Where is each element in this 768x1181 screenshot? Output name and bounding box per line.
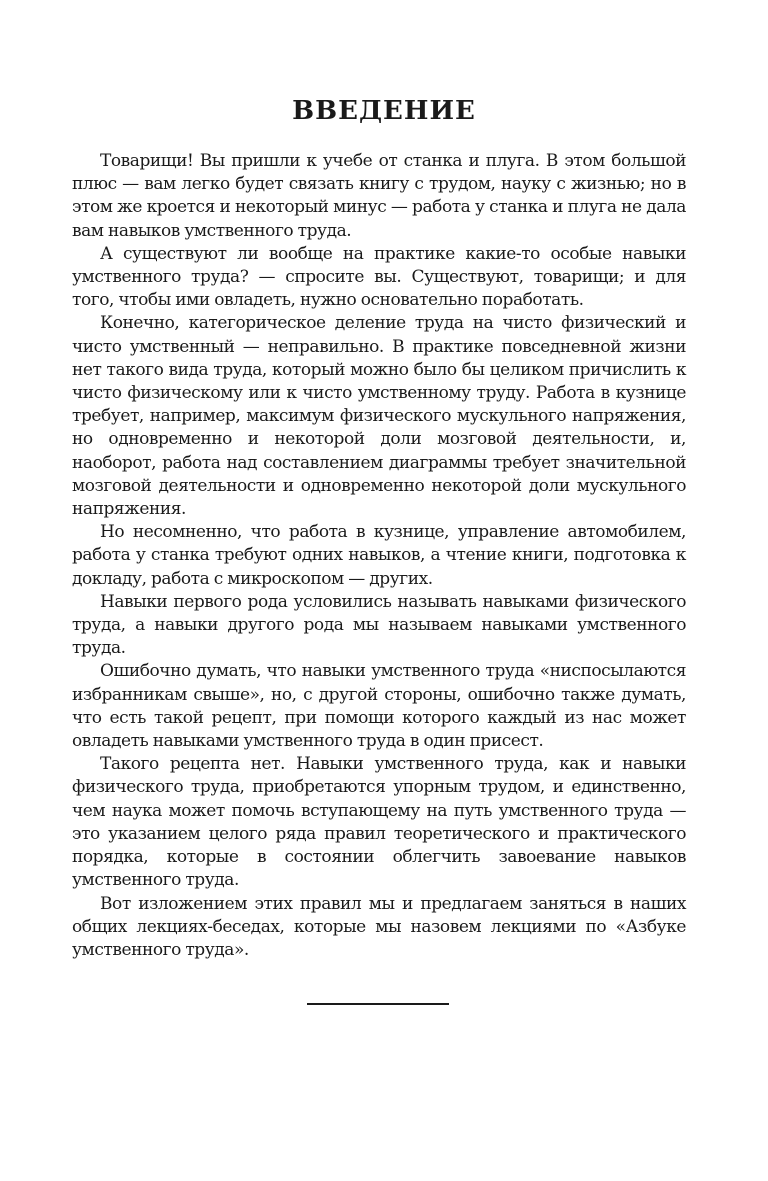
paragraph: Ошибочно думать, что навыки умственного труда «ниспосылаются избранникам свыше», но, с другой стороны, ошибочно также думать, что есть такой рецепт, при помощи которого каждый из нас может овладеть навыками умственного труда в один присест. <box>72 661 686 752</box>
paragraph: Такого рецепта нет. Навыки умственного труда, как и навыки физического труда, приобретаются упорным трудом, и единственно, чем наука может помочь вступающему на путь умственного труда — это указанием целого ряда правил теоретического и практического порядка, которые в состоянии облегчить завоевание навыков умственного труда. <box>72 754 686 891</box>
chapter-body <box>72 150 686 962</box>
chapter-title: ВВЕДЕНИЕ <box>292 96 476 126</box>
paragraph: Навыки первого рода условились называть навыками физического труда, а навыки другого рода мы называем навыками умственного труда. <box>72 591 686 659</box>
paragraph: Но несомненно, что работа в кузнице, управление автомобилем, работа у станка требуют одних навыков, а чтение книги, подготовка к докладу, работа с микроскопом — других. <box>72 522 686 589</box>
paragraph: Вот изложением этих правил мы и предлагаем заняться в наших общих лекциях-беседах, которые мы назовем лекциями по «Азбуке умственного труда». <box>72 893 686 960</box>
paragraph: Товарищи! Вы пришли к учебе от станка и плуга. В этом большой плюс — вам легко будет связать книгу с трудом, науку с жизнью; но в этом же кроется и некоторый минус — работа у станка и плуга не дала вам навыков умственного труда. <box>72 151 686 241</box>
section-end-rule <box>307 1003 449 1005</box>
paragraph: Конечно, категорическое деление труда на чисто физический и чисто умственный — неправильно. В практике повседневной жизни нет такого вида труда, который можно было бы целиком причислить к чисто физическому или к чисто умственному труду. Работа в кузнице требует, например, максимум физического мускульного напряжения, но одновременно и некоторой доли мозговой деятельности, и, наоборот, работа над составлением диаграммы требует значительной мозговой деятельности и одновременно некоторой доли мускульного напряжения. <box>72 313 686 520</box>
paragraph: А существуют ли вообще на практике какие-то особые навыки умственного труда? — спросите вы. Существуют, товарищи; и для того, чтобы ими овладеть, нужно основательно поработать. <box>72 243 686 311</box>
